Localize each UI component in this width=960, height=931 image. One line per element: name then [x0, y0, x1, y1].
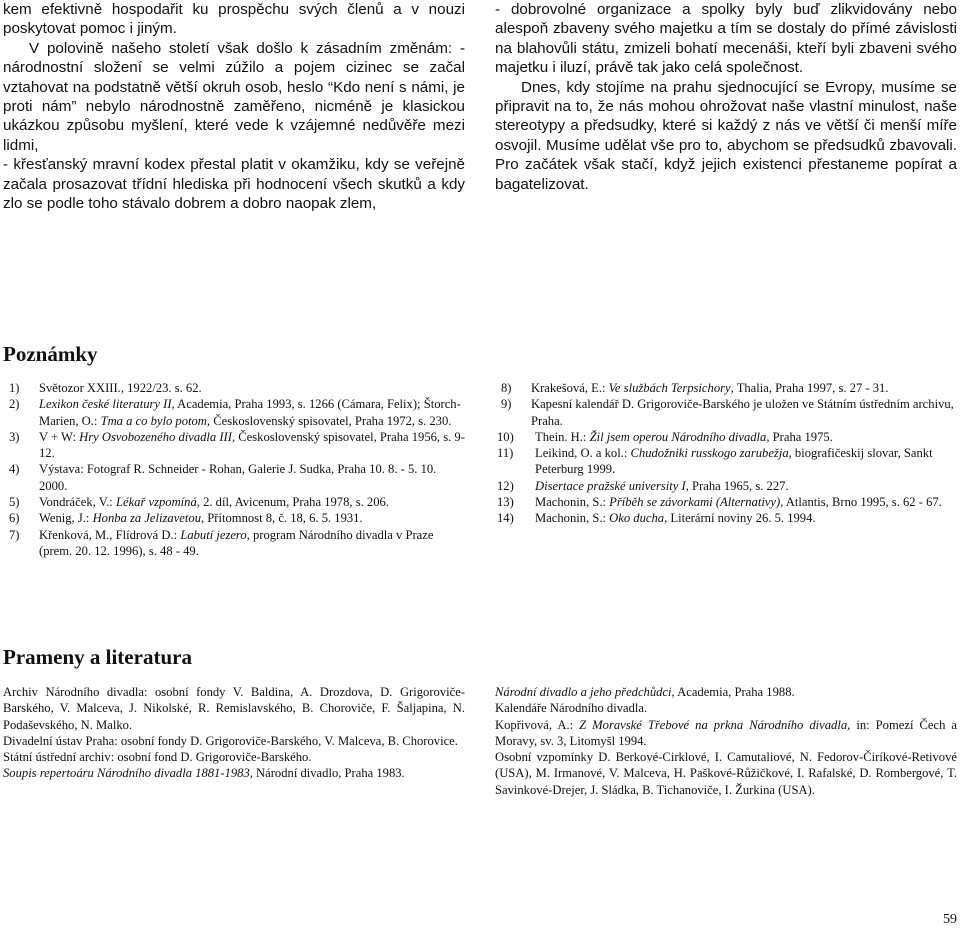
italic-title: Lékař vzpomíná: [115, 495, 197, 510]
body-column-left: [3, 0, 465, 213]
text-run: Vondráček, V.:: [39, 495, 116, 510]
note-number: 5): [9, 495, 20, 510]
text-run: Divadelní ústav Praha: osobní fondy D. Grigoroviče-Barského, V. Malceva, B. Chorovice.: [3, 733, 458, 748]
note-item: [3, 461, 465, 494]
note-number: 13): [497, 495, 514, 510]
note-item: [3, 494, 465, 510]
note-number: 12): [497, 478, 514, 493]
italic-title: Žil jsem operou Národního divadla: [589, 429, 767, 444]
note-item: [495, 445, 957, 478]
text-run: , Academia, Praha 1988.: [671, 685, 795, 699]
text-run: , Literární noviny 26. 5. 1994.: [664, 511, 816, 526]
note-item: [3, 429, 465, 462]
note-item: [495, 494, 957, 510]
italic-title: Labutí jezero: [180, 527, 247, 542]
note-number: 11): [497, 446, 514, 461]
text-run: , Praha 1975.: [766, 429, 833, 444]
text-run: Československý spisovatel, Praha 1972, s. 230.: [210, 413, 452, 428]
text-run: , Atlantis, Brno 1995, s. 62 - 67.: [780, 495, 942, 510]
text-run: , 2. díl, Avicenum, Praha 1978, s. 206.: [196, 495, 389, 510]
body-column-right: [495, 0, 957, 194]
note-number: 3): [9, 429, 20, 444]
note-number: 8): [501, 381, 512, 395]
text-run: Světozor XXIII., 1922/23. s. 62.: [39, 381, 202, 395]
source-entry: [3, 733, 465, 749]
text-run: Křenková, M., Flídrová D.:: [39, 527, 181, 542]
italic-title: Z Moravské Třebové na prkna Národního divadla,: [579, 717, 851, 732]
italic-title: Honba za Jelizavetou: [92, 511, 201, 526]
text-run: , Thalia, Praha 1997, s. 27 - 31.: [730, 381, 889, 395]
text-run: , Přítomnost 8, č. 18, 6. 5. 1931.: [201, 511, 363, 526]
italic-title: Disertace pražské university I: [535, 478, 686, 493]
note-number: 7): [9, 527, 20, 542]
notes-column-left: [3, 380, 465, 559]
text-run: Leikind, O. a kol.:: [535, 446, 631, 461]
source-entry: [3, 749, 465, 765]
body-paragraph: - dobrovolné organizace a spolky byly buď zlikvidovány nebo alespoň zbaveny svého majetku a tím se dostaly do přímé závislosti na blahovůli státu, zmizeli bohatí mecenáši, kteří byli zbaveni svého majetku i iluzí, právě tak jako celá společnost.: [495, 1, 957, 77]
text-run: Krakešová, E.:: [531, 381, 609, 395]
note-item: [495, 510, 957, 526]
text-run: Výstava: Fotograf R. Schneider - Rohan, Galerie J. Sudka, Praha 10. 8. - 5. 10. 2000.: [39, 462, 437, 493]
note-number: 10): [497, 429, 514, 444]
body-paragraph: - křesťanský mravní kodex přestal platit v okamžiku, kdy se veřejně začala prosazovat třídní hlediska při hodnocení všech skutků a kdy zlo se podle toho stávalo dobrem a dobro naopak zlem,: [3, 156, 465, 213]
body-paragraph: Dnes, kdy stojíme na prahu sjednocující se Evropy, musíme se připravit na to, že nás mohou ohrožovat naše vlastní minulost, naše stereotypy a předsudky, které si každý z nás ve větší či menší míře osvojil. Musíme udělat vše pro to, abychom se předsudků zbavovali. Pro začátek však stačí, když jejich existenci přestaneme popírat a bagatelizovat.: [495, 78, 957, 193]
text-run: , Československý spisovatel, Praha 1956, s. 9-12.: [39, 429, 465, 461]
sources-column-left: [3, 684, 465, 782]
text-run: V + W:: [39, 429, 80, 444]
body-paragraph: V polovině našeho století však došlo k zásadním změnám: - národnostní složení se velmi zúžilo a pojem cizinec se začal vztahovat na podstatně větší okruh osob, heslo “Kdo není s námi, je proti nám” nebylo národnostně zaměřeno, nicméně je klasickou ukázkou způsobu myšlení, které vede k vzájemné nedůvěře mezi lidmi,: [3, 39, 465, 154]
italic-title: Lexikon české literatury II: [39, 397, 172, 412]
text-run: Archiv Národního divadla: osobní fondy V. Baldina, A. Drozdova, D. Grigoroviče-Barského, V. Malceva, J. Nikolské, R. Remislavského, B. Choroviče, F. Šaljapina, N. Podaševského, N. Malko.: [3, 685, 465, 732]
text-run: Machonin, S.:: [535, 511, 610, 526]
sources-column-right: [495, 684, 957, 798]
italic-title: Hry Osvobozeného divadla III: [79, 429, 232, 444]
text-run: , program Národního divadla v Praze (prem. 20. 12. 1996), s. 48 - 49.: [39, 527, 434, 558]
note-item: [495, 380, 957, 396]
text-run: Státní ústřední archiv: osobní fond D. Grigoroviče-Barského.: [3, 750, 312, 765]
body-paragraph: kem efektivně hospodařit ku prospěchu svých členů a v nouzi poskytovat pomoc i jiným.: [3, 1, 465, 38]
note-number: 6): [9, 511, 20, 526]
text-run: , Praha 1965, s. 227.: [685, 478, 789, 493]
text-run: Kopřivová, A.:: [495, 717, 580, 732]
note-item: [495, 478, 957, 494]
source-entry: [495, 749, 957, 798]
text-run: Kalendáře Národního divadla.: [495, 701, 648, 716]
note-item: [495, 429, 957, 445]
notes-heading: Poznámky: [3, 342, 98, 366]
text-run: Machonin, S.:: [535, 495, 610, 510]
sources-heading: Prameny a literatura: [3, 645, 192, 669]
notes-column-right: [495, 380, 957, 527]
note-item: [3, 510, 465, 526]
italic-title: Tma a co bylo potom,: [100, 413, 211, 428]
page-number: 59: [943, 912, 957, 927]
source-entry: [3, 684, 465, 733]
note-number: 1): [9, 381, 20, 395]
text-run: , Academia, Praha 1993, s. 1266 (Cámara, Felix); Štorch-Marien, O.:: [39, 397, 461, 428]
italic-title: Národní divadlo a jeho předchůdci: [495, 685, 672, 699]
italic-title: Soupis repertoáru Národního divadla 1881-1983: [3, 766, 250, 781]
text-run: Kapesní kalendář D. Grigoroviče-Barského je uložen ve Státním ústředním archivu, Praha.: [531, 397, 954, 428]
text-run: , Národní divadlo, Praha 1983.: [249, 766, 405, 781]
note-number: 14): [497, 511, 514, 526]
note-number: 4): [9, 462, 20, 477]
note-item: [3, 527, 465, 560]
text-run: Wenig, J.:: [39, 511, 93, 526]
note-item: [495, 396, 957, 429]
note-number: 9): [501, 397, 512, 412]
source-entry: [3, 765, 465, 781]
note-item: [3, 396, 465, 429]
text-run: biografičeskij slovar, Sankt Peterburg 1999.: [535, 446, 933, 477]
text-run: Osobní vzpomínky D. Berkové-Cirklové, I. Camutaliové, N. Fedorov-Čiríkové-Retivové (USA), M. Irmanové, V. Malceva, H. Paškové-Růžičkové, I. Rafalské, D. Rombergové, T. Savinkové-Drejer, J. Sládka, B. Tichanoviče, I. Žurkina (USA).: [495, 750, 957, 797]
source-entry: [495, 717, 957, 750]
source-entry: [495, 700, 957, 716]
note-number: 2): [9, 397, 20, 412]
italic-title: Oko ducha: [609, 511, 665, 526]
italic-title: Příběh se závorkami (Alternativy): [609, 495, 781, 510]
italic-title: Chudožniki russkogo zarubežja,: [630, 446, 792, 461]
text-run: Thein. H.:: [535, 429, 590, 444]
text-run: in: Pomezí Čech a Moravy, sv. 3, Litomyšl 1994.: [495, 717, 957, 748]
italic-title: Ve službách Terpsichory: [608, 381, 731, 395]
note-item: [3, 380, 465, 396]
source-entry: [495, 684, 957, 700]
